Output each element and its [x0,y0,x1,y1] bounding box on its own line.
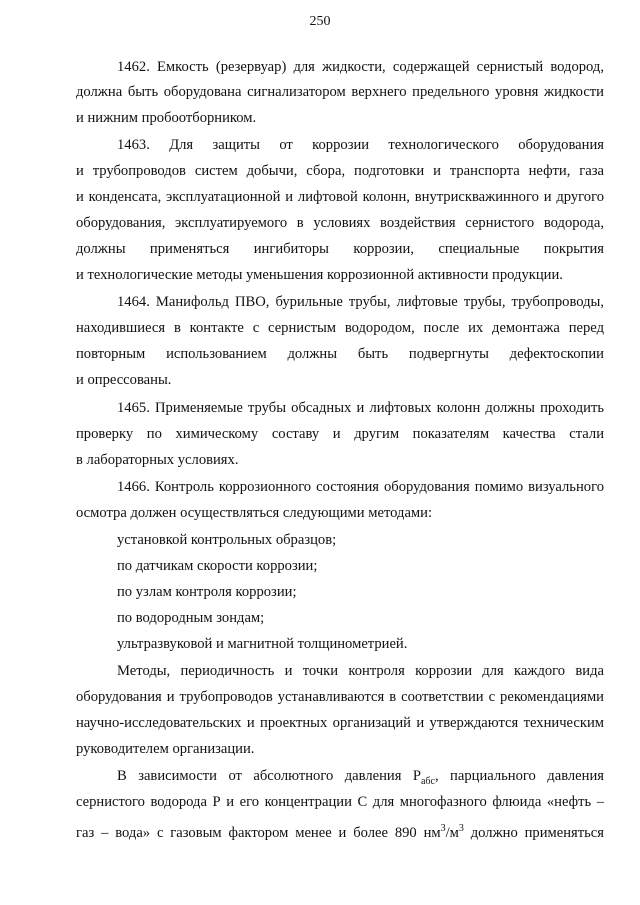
text-segment: /м [445,824,459,841]
paragraph-1462-line-2: должна быть оборудована сигнализатором верхнего предельного уровня жидкости [76,84,604,100]
superscript-3: 3 [440,823,446,834]
paragraph-methods-line-3: научно-исследовательских и проектных организаций и утверждаются техническим [76,715,604,731]
paragraph-1464-line-1: 1464. Манифольд ПВО, бурильные трубы, лифтовые трубы, трубопроводы, [117,294,604,310]
paragraph-1465-line-1: 1465. Применяемые трубы обсадных и лифтовых колонн должны проходить [117,400,604,416]
paragraph-1465-line-2: проверку по химическому составу и другим показателям качества стали [76,426,604,442]
list-item: по узлам контроля коррозии; [117,584,297,600]
list-item: по датчикам скорости коррозии; [117,558,318,574]
list-item: установкой контрольных образцов; [117,532,337,548]
paragraph-1464-line-2: находившиеся в контакте с сернистым водородом, после их демонтажа перед [76,320,604,336]
paragraph-1464-line-3: повторным использованием должны быть подвергнуты дефектоскопии [76,346,604,362]
page-number: 250 [309,14,331,29]
superscript-3: 3 [458,823,464,834]
text-segment: должно применяться [463,824,604,841]
paragraph-1462-line-3: и нижним пробоотборником. [76,110,257,126]
paragraph-1463-line-1: 1463. Для защиты от коррозии технологического оборудования [117,137,604,153]
text-segment: газ – вода» с газовым фактором менее и более 890 нм [76,824,441,841]
paragraph-methods-line-2: оборудования и трубопроводов устанавливаются в соответствии с рекомендациями [76,689,604,705]
paragraph-1464-line-4: и опрессованы. [76,372,172,388]
paragraph-pressure-line-1 [117,767,604,791]
paragraph-1463-line-4: оборудования, эксплуатируемого в условиях воздействия сернистого водорода, [76,215,604,231]
paragraph-1463-line-5: должны применяться ингибиторы коррозии, специальные покрытия [76,241,604,257]
paragraph-1463-line-2: и трубопроводов систем добычи, сбора, подготовки и транспорта нефти, газа [76,163,604,179]
paragraph-pressure-line-2: сернистого водорода Р и его концентрации С для многофазного флюида «нефть – [76,794,604,810]
paragraph-pressure-line-3 [76,820,604,842]
list-item: ультразвуковой и магнитной толщинометрией. [117,636,408,652]
paragraph-1463-line-3: и конденсата, эксплуатационной и лифтовой колонн, внутрискважинного и другого [76,189,604,205]
paragraph-methods-line-4: руководителем организации. [76,741,255,757]
text-segment: , парциального давления [434,768,604,784]
text-segment: В зависимости от абсолютного давления Р [117,768,421,784]
paragraph-1466-line-2: осмотра должен осуществляться следующими методами: [76,505,433,521]
paragraph-1466-line-1: 1466. Контроль коррозионного состояния оборудования помимо визуального [117,479,604,495]
paragraph-1463-line-6: и технологические методы уменьшения коррозионной активности продукции. [76,267,563,283]
paragraph-methods-line-1: Методы, периодичность и точки контроля коррозии для каждого вида [117,663,604,679]
list-item: по водородным зондам; [117,610,265,626]
paragraph-1462-line-1: 1462. Емкость (резервуар) для жидкости, содержащей сернистый водород, [117,59,604,75]
subscript-abs: абс [420,775,435,787]
paragraph-1465-line-3: в лабораторных условиях. [76,452,239,468]
